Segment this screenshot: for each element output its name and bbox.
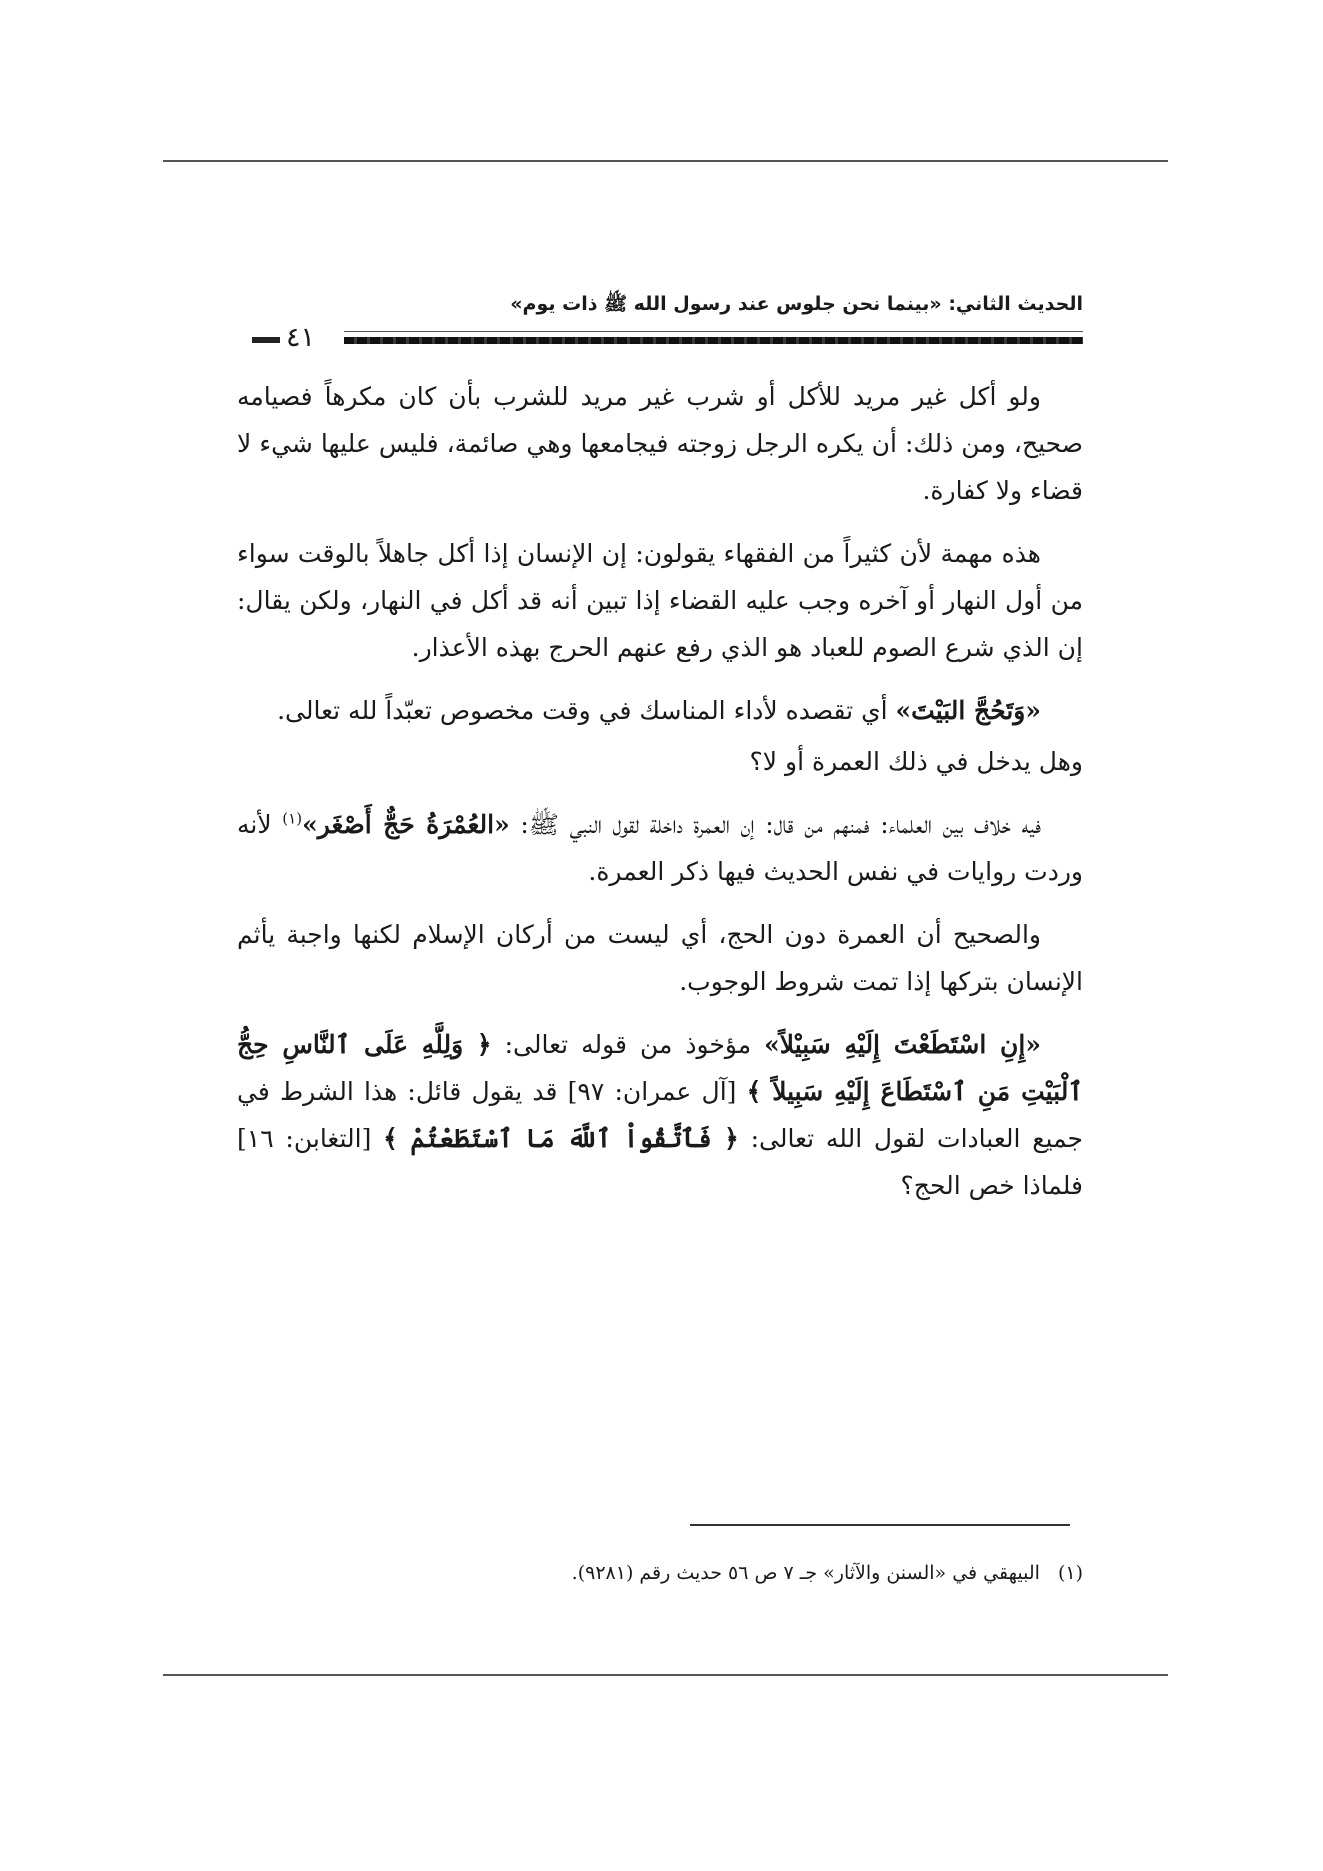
bottom-page-rule bbox=[163, 1674, 1168, 1676]
quran-verse: ﴿ وَلِلَّهِ عَلَى ٱلنَّاسِ حِجُّ ٱلْبَيْتِ مَنِ ٱسْتَطَاعَ إِلَيْهِ سَبِيلاً ﴾ bbox=[237, 1030, 1083, 1106]
paragraph-6: والصحيح أن العمرة دون الحج، أي ليست من أركان الإسلام لكنها واجبة يأثم الإنسان بتركها إذا تمت شروط الوجوب. bbox=[237, 920, 1083, 996]
paragraph-7-text-b: [آل عمران: ٩٧] قد يقول قائل: هذا الشرط في جميع العبادات لقول الله تعالى: bbox=[237, 1077, 1083, 1153]
page-number: ٤١ bbox=[286, 322, 316, 353]
body-text bbox=[237, 373, 1083, 1225]
header-rule-thin bbox=[344, 331, 1083, 332]
hadith-quote: «العُمْرَةُ حَجٌّ أَصْغَر» bbox=[302, 810, 510, 839]
page-number-mark bbox=[252, 337, 280, 343]
footnote-rule bbox=[690, 1524, 1070, 1526]
hadith-quote: «وَتَحُجَّ البَيْتَ» bbox=[895, 696, 1041, 725]
paragraph-1: ولو أكل غير مريد للأكل أو شرب غير مريد للشرب بأن كان مكرهاً فصيامه صحيح، ومن ذلك: أن يكره الرجل زوجته فيجامعها وهي صائمة، فليس عليها شيء لا قضاء ولا كفارة. bbox=[237, 382, 1083, 505]
paragraph-7-text-c: [التغابن: ١٦] فلماذا خص الحج؟ bbox=[237, 1124, 1083, 1200]
paragraph-3 bbox=[237, 687, 1083, 734]
footnote-number: (١) bbox=[1057, 1562, 1083, 1584]
paragraph-7 bbox=[237, 1021, 1083, 1209]
paragraph-5-text-a: فيه خلاف بين العلماء: فمنهم من قال: إن العمرة داخلة لقول النبي ﷺ: bbox=[509, 810, 1042, 839]
paragraph-5 bbox=[237, 801, 1083, 895]
header-rule bbox=[344, 337, 1083, 344]
footnote-text: البيهقي في «السنن والآثار» جـ ٧ ص ٥٦ حديث رقم (٩٢٨١). bbox=[571, 1562, 1040, 1584]
footnote bbox=[400, 1562, 1083, 1584]
hadith-quote: «إِنِ اسْتَطَعْتَ إِلَيْهِ سَبِيْلاً» bbox=[764, 1030, 1041, 1059]
paragraph-5-text-b: لأنه وردت روايات في نفس الحديث فيها ذكر العمرة. bbox=[237, 810, 1083, 886]
running-header: الحديث الثاني: «بينما نحن جلوس عند رسول الله ﷺ ذات يوم» bbox=[510, 293, 1083, 315]
paragraph-3-text: أي تقصده لأداء المناسك في وقت مخصوص تعبّداً لله تعالى. bbox=[277, 696, 896, 725]
top-page-rule bbox=[163, 160, 1168, 162]
quran-verse: ﴿ فَٱتَّقُواْ ٱللَّهَ مَا ٱسْتَطَعْتُمْ ﴾ bbox=[383, 1124, 739, 1153]
paragraph-4: وهل يدخل في ذلك العمرة أو لا؟ bbox=[749, 747, 1083, 776]
footnote-ref: (١) bbox=[282, 809, 303, 828]
paragraph-7-text-a: مؤخوذ من قوله تعالى: bbox=[491, 1030, 765, 1059]
paragraph-2: هذه مهمة لأن كثيراً من الفقهاء يقولون: إن الإنسان إذا أكل جاهلاً بالوقت سواء من أول النهار أو آخره وجب عليه القضاء إذا تبين أنه قد أكل في النهار، ولكن يقال: إن الذي شرع الصوم للعباد هو الذي رفع عنهم الحرج بهذه الأعذار. bbox=[237, 539, 1083, 662]
